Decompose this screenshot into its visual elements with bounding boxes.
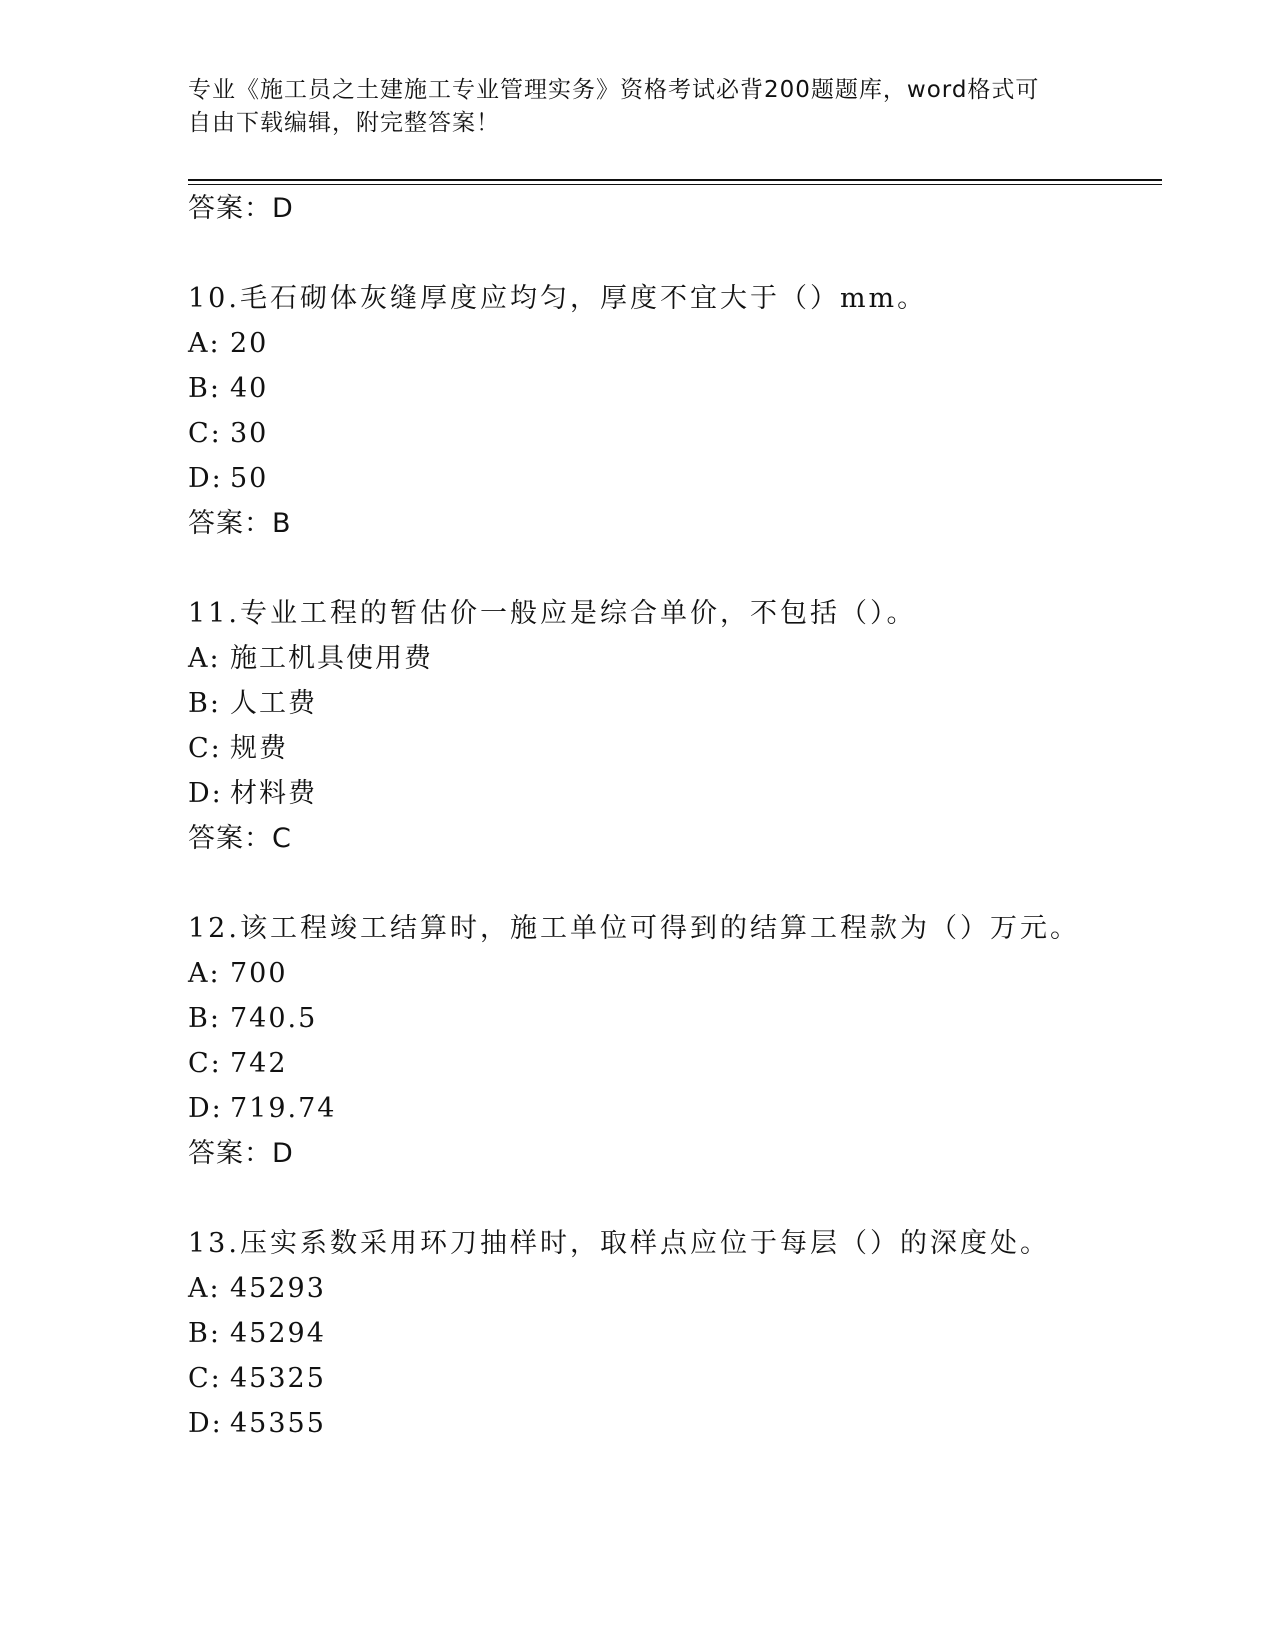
option-text: 30 <box>230 418 269 449</box>
option-text: 700 <box>230 958 288 989</box>
question-13-option-b <box>188 1317 326 1351</box>
question-10-option-b <box>188 372 268 406</box>
question-10-option-c <box>188 417 268 451</box>
header-line-2: 自由下载编辑，附完整答案！ <box>188 110 500 136</box>
question-13-stem: 13.压实系数采用环刀抽样时，取样点应位于每层（）的深度处。 <box>188 1228 1050 1259</box>
option-letter: B: <box>188 688 221 719</box>
question-10-stem: 10.毛石砌体灰缝厚度应均匀，厚度不宜大于（）mm。 <box>188 283 928 314</box>
option-letter: C: <box>188 733 222 764</box>
option-letter: C: <box>188 1048 222 1079</box>
document-header <box>188 74 1088 140</box>
question-10-option-d <box>188 462 268 496</box>
question-12-option-b <box>188 1002 317 1036</box>
option-text: 45325 <box>230 1363 326 1394</box>
option-text: 742 <box>230 1048 288 1079</box>
answer-previous: 答案：D <box>188 193 294 224</box>
question-11-option-d <box>188 777 317 811</box>
option-letter: D: <box>188 778 223 809</box>
question-11-answer: 答案：C <box>188 823 292 854</box>
option-text: 40 <box>230 373 269 404</box>
question-11-option-a <box>188 642 433 676</box>
option-letter: B: <box>188 1318 221 1349</box>
question-10-answer: 答案：B <box>188 508 292 539</box>
question-12-answer: 答案：D <box>188 1138 294 1169</box>
question-11-option-b <box>188 687 317 721</box>
header-line-1: 专业《施工员之土建施工专业管理实务》资格考试必背200题题库，word格式可 <box>188 77 1040 103</box>
question-13-option-c <box>188 1362 326 1396</box>
option-letter: C: <box>188 1363 222 1394</box>
option-text: 材料费 <box>230 778 317 809</box>
option-letter: A: <box>188 1273 221 1304</box>
option-letter: D: <box>188 1408 223 1439</box>
question-11-stem: 11.专业工程的暂估价一般应是综合单价，不包括（）。 <box>188 598 917 629</box>
option-text: 人工费 <box>230 688 317 719</box>
option-text: 740.5 <box>230 1003 318 1034</box>
question-12-stem: 12.该工程竣工结算时，施工单位可得到的结算工程款为（）万元。 <box>188 913 1080 944</box>
option-text: 50 <box>230 463 269 494</box>
header-divider-thick <box>188 179 1162 181</box>
option-text: 规费 <box>230 733 288 764</box>
option-letter: D: <box>188 1093 223 1124</box>
option-text: 20 <box>230 328 269 359</box>
option-letter: B: <box>188 373 221 404</box>
option-letter: B: <box>188 1003 221 1034</box>
option-letter: A: <box>188 643 221 674</box>
option-text: 45294 <box>230 1318 326 1349</box>
question-13-option-d <box>188 1407 326 1441</box>
option-letter: C: <box>188 418 222 449</box>
option-letter: A: <box>188 958 221 989</box>
option-text: 施工机具使用费 <box>230 643 433 674</box>
option-letter: D: <box>188 463 223 494</box>
question-10-option-a <box>188 327 268 361</box>
option-text: 719.74 <box>230 1093 337 1124</box>
header-divider-thin <box>188 184 1162 185</box>
option-letter: A: <box>188 328 221 359</box>
question-11-option-c <box>188 732 288 766</box>
question-12-option-c <box>188 1047 288 1081</box>
question-12-option-a <box>188 957 288 991</box>
option-text: 45355 <box>230 1408 326 1439</box>
question-13-option-a <box>188 1272 326 1306</box>
option-text: 45293 <box>230 1273 326 1304</box>
question-12-option-d <box>188 1092 336 1126</box>
